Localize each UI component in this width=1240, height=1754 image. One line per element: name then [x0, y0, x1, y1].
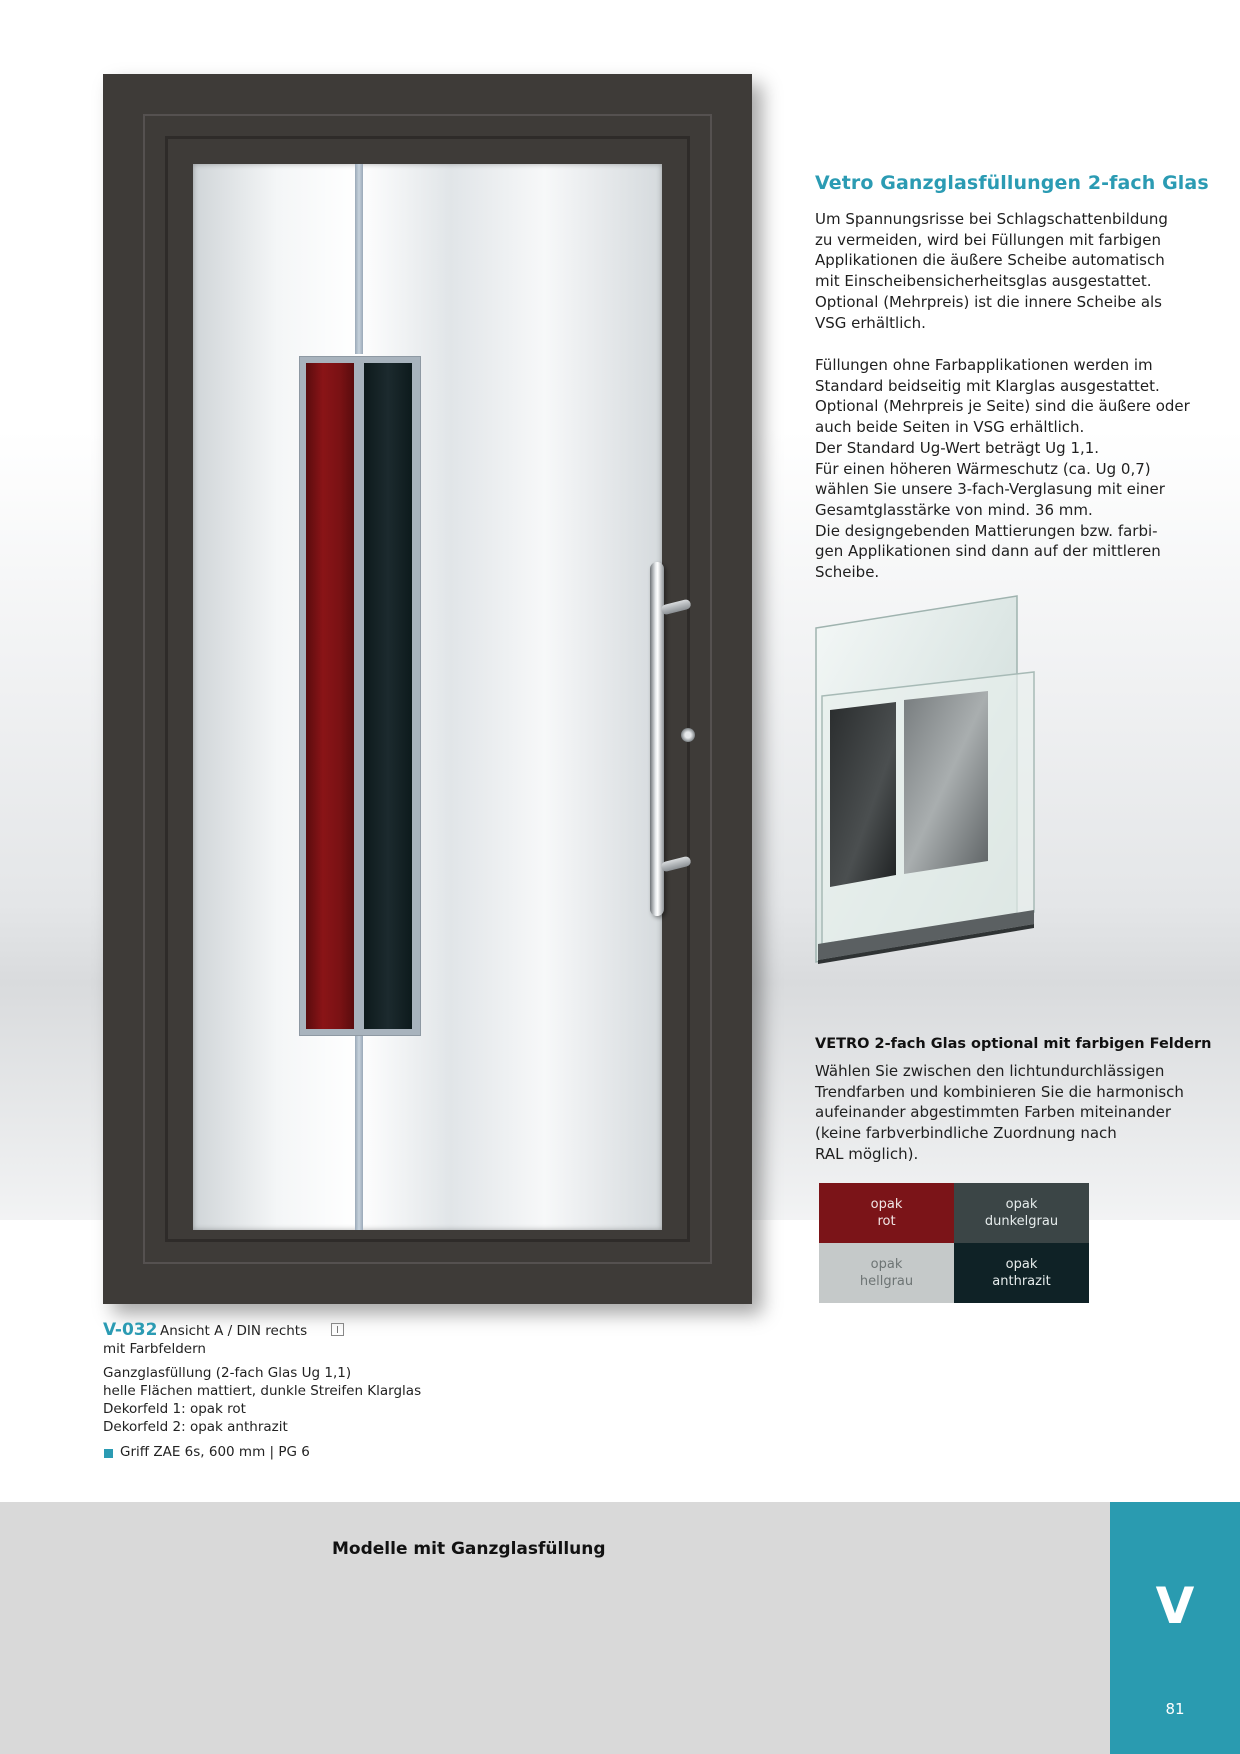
- color-swatch-grid: [819, 1183, 1090, 1303]
- door-glass-panel: [193, 164, 662, 1230]
- text-line: VSG erhältlich.: [815, 313, 926, 332]
- swatch-label: opak: [870, 1257, 903, 1272]
- text-line: (keine farbverbindliche Zuordnung nach: [815, 1124, 1117, 1143]
- door-image: [103, 74, 752, 1304]
- text-line: RAL möglich).: [815, 1144, 919, 1163]
- glass-pane-illustration: [812, 592, 1042, 977]
- clear-glass-strip: [355, 164, 363, 354]
- text-line: zu vermeiden, wird bei Füllungen mit farbigen: [815, 230, 1161, 249]
- swatch-opak-rot: [819, 1183, 954, 1243]
- section-paragraph-1: [815, 209, 1185, 333]
- detail-line: helle Flächen mattiert, dunkle Streifen Klarglas: [103, 1383, 422, 1399]
- page-number: 81: [1165, 1700, 1185, 1718]
- text-line: Standard beidseitig mit Klarglas ausgestattet.: [815, 376, 1160, 395]
- clear-glass-strip: [355, 1034, 363, 1230]
- lock-cylinder-icon: [681, 728, 695, 742]
- swatch-label: rot: [877, 1214, 896, 1229]
- text-line: Optional (Mehrpreis je Seite) sind die äußere oder: [815, 397, 1190, 416]
- decor-field-frame: [299, 356, 421, 1036]
- chapter-tab-letter: V: [1155, 1577, 1195, 1635]
- bullet-square-icon: [104, 1449, 113, 1458]
- decor-field-anthracite: [364, 363, 412, 1029]
- subsection-paragraph: [815, 1061, 1185, 1165]
- text-line: aufeinander abgestimmten Farben miteinander: [815, 1103, 1172, 1122]
- text-line: Trendfarben und kombinieren Sie die harmonisch: [815, 1082, 1184, 1101]
- swatch-label: opak: [1005, 1197, 1038, 1212]
- model-view-line2: mit Farbfeldern: [103, 1341, 206, 1357]
- text-line: Füllungen ohne Farbapplikationen werden im: [815, 356, 1153, 374]
- text-line: Wählen Sie zwischen den lichtundurchlässigen: [815, 1062, 1165, 1080]
- din-direction-icon: [331, 1323, 344, 1336]
- swatch-label: hellgrau: [859, 1274, 914, 1289]
- detail-line: Dekorfeld 1: opak rot: [103, 1401, 246, 1417]
- text-line: Die designgebenden Mattierungen bzw. farbi-: [815, 521, 1158, 540]
- detail-line: Ganzglasfüllung (2-fach Glas Ug 1,1): [103, 1365, 352, 1381]
- footer-title: Modelle mit Ganzglasfüllung: [332, 1539, 606, 1559]
- text-line: Scheibe.: [815, 563, 880, 582]
- text-line: Der Standard Ug-Wert beträgt Ug 1,1.: [815, 438, 1100, 457]
- swatch-opak-hellgrau: [819, 1243, 954, 1303]
- decor-field-red: [306, 363, 354, 1029]
- text-line: Für einen höheren Wärmeschutz (ca. Ug 0,7): [815, 459, 1151, 478]
- text-line: gen Applikationen sind dann auf der mittleren: [815, 542, 1161, 561]
- model-code: V-032: [103, 1320, 158, 1340]
- model-details: [103, 1364, 421, 1436]
- swatch-label: opak: [1005, 1257, 1038, 1272]
- handle-info: Griff ZAE 6s, 600 mm | PG 6: [120, 1444, 310, 1460]
- text-line: auch beide Seiten in VSG erhältlich.: [815, 418, 1085, 437]
- text-line: Optional (Mehrpreis) ist die innere Scheibe als: [815, 292, 1162, 311]
- subsection-title: VETRO 2-fach Glas optional mit farbigen Feldern: [815, 1036, 1212, 1052]
- text-line: Um Spannungsrisse bei Schlagschattenbildung: [815, 210, 1168, 228]
- model-view: Ansicht A / DIN rechts: [160, 1323, 308, 1339]
- swatch-label: dunkelgrau: [984, 1214, 1059, 1229]
- text-line: wählen Sie unsere 3-fach-Verglasung mit einer: [815, 480, 1165, 499]
- section-title: Vetro Ganzglasfüllungen 2-fach Glas: [815, 172, 1209, 194]
- section-paragraph-2: [815, 355, 1190, 583]
- detail-line: Dekorfeld 2: opak anthrazit: [103, 1419, 288, 1435]
- swatch-label: anthrazit: [992, 1274, 1051, 1289]
- swatch-opak-anthrazit: [954, 1243, 1089, 1303]
- text-line: Gesamtglasstärke von mind. 36 mm.: [815, 500, 1093, 519]
- swatch-opak-dunkelgrau: [954, 1183, 1089, 1243]
- text-line: Applikationen die äußere Scheibe automatisch: [815, 251, 1165, 270]
- swatch-label: opak: [870, 1197, 903, 1212]
- text-line: mit Einscheibensicherheitsglas ausgestattet.: [815, 272, 1152, 291]
